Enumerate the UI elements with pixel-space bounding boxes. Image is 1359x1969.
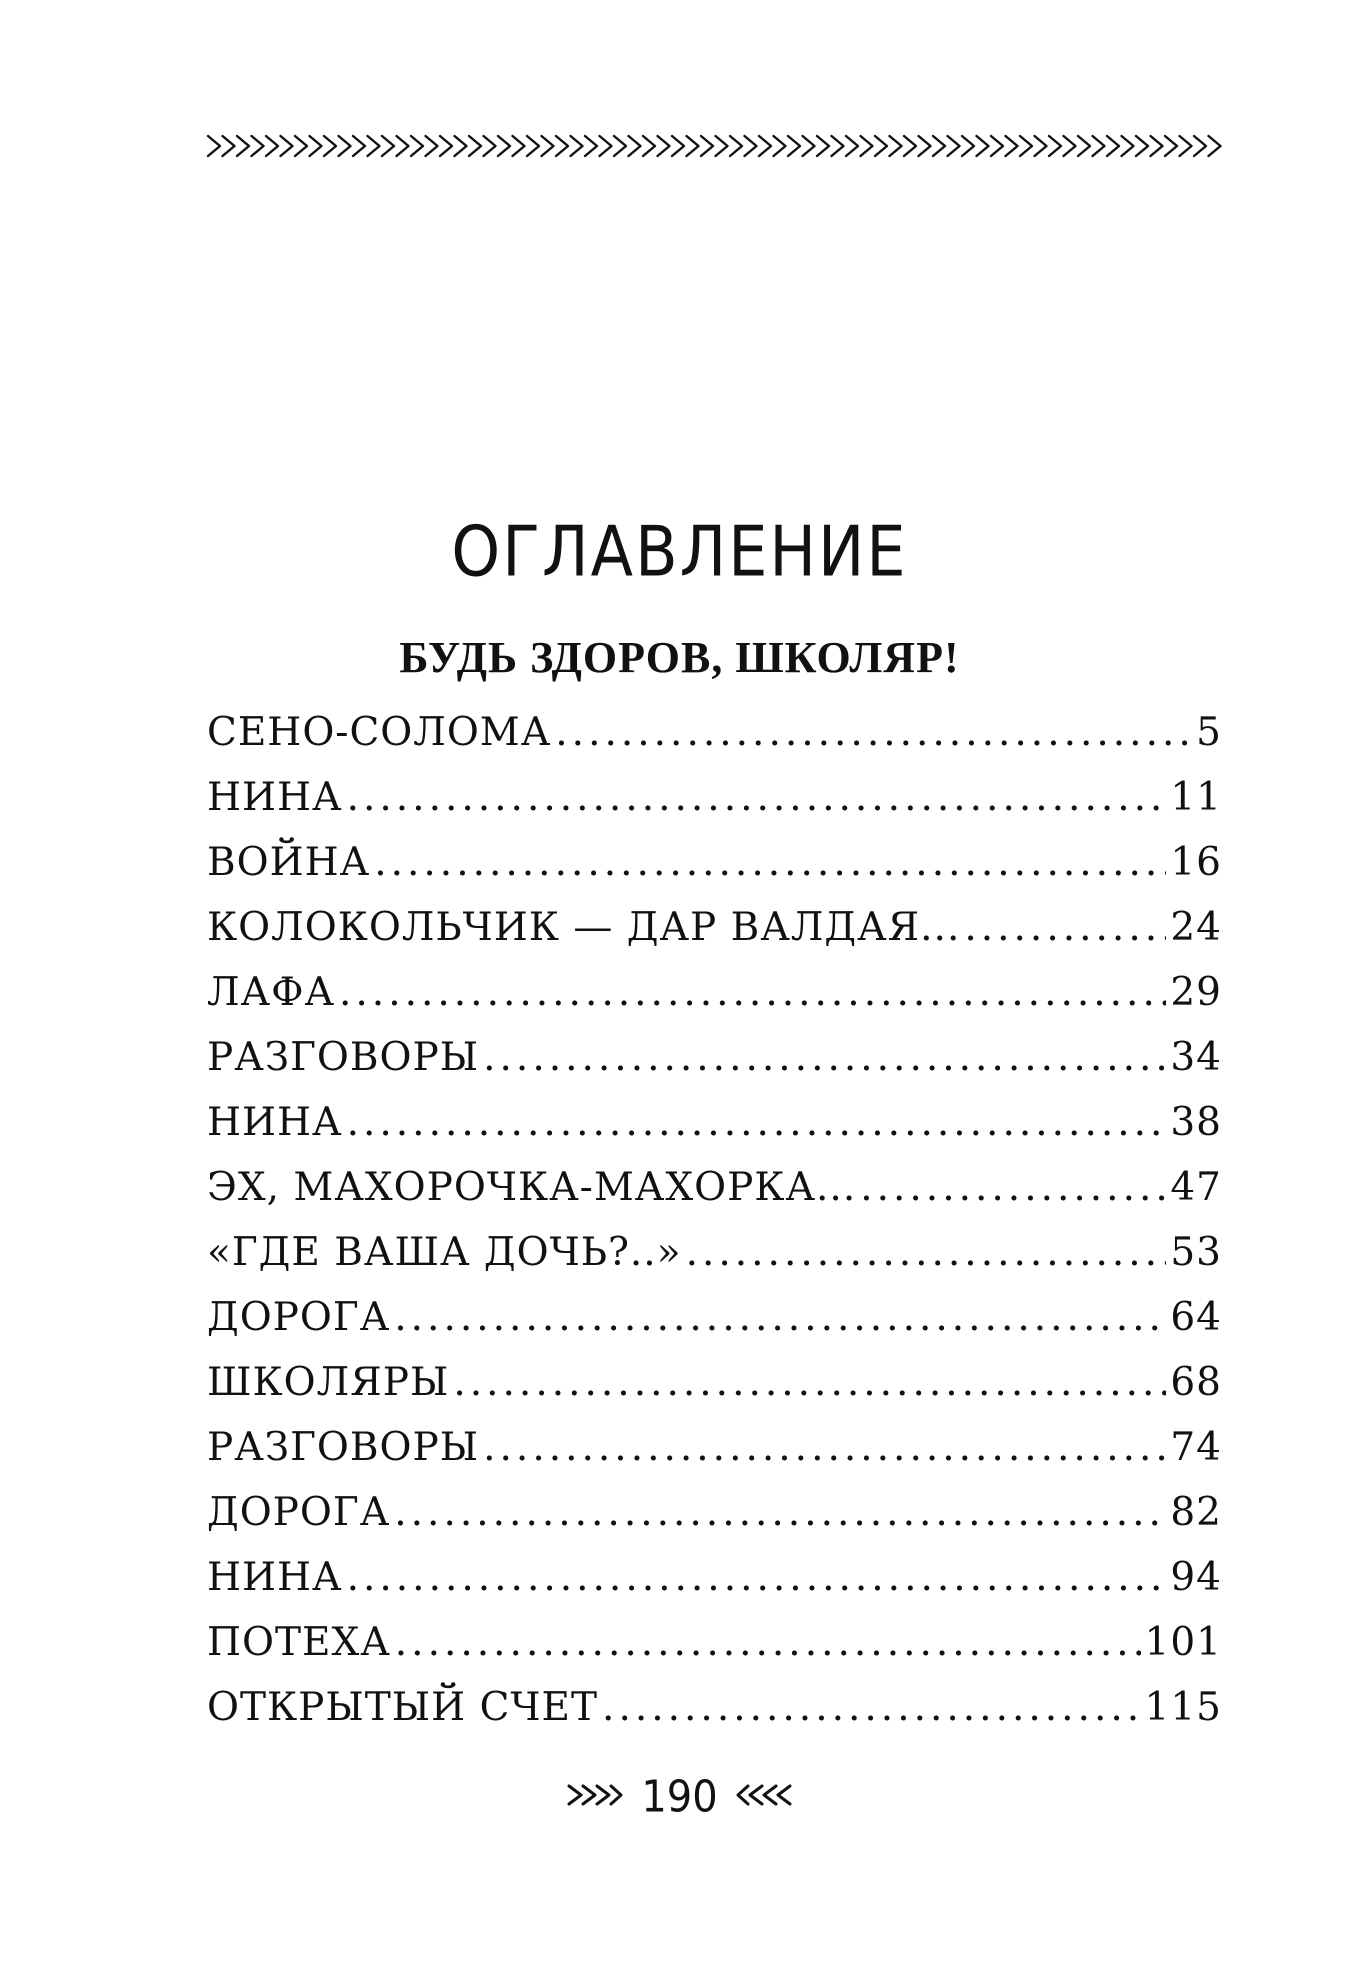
toc-entry-page: 53 xyxy=(1170,1230,1222,1275)
toc-entry[interactable] xyxy=(207,765,1222,830)
toc-entry-title: ЛАФА xyxy=(207,970,335,1015)
toc-entry-title: НИНА xyxy=(207,775,343,820)
toc-entry[interactable] xyxy=(207,1220,1222,1285)
toc-entry[interactable] xyxy=(207,1285,1222,1350)
chevron-border-icon xyxy=(206,128,1222,164)
toc-entry-title: ДОРОГА xyxy=(207,1490,391,1535)
toc-entry-title: ОТКРЫТЫЙ СЧЕТ xyxy=(207,1685,599,1730)
toc-entry-title: СЕНО-СОЛОМА xyxy=(207,710,552,755)
toc-entry-page: 24 xyxy=(1170,905,1222,950)
section-heading: БУДЬ ЗДОРОВ, ШКОЛЯР! xyxy=(399,633,960,682)
toc-entry[interactable] xyxy=(207,1090,1222,1155)
toc-entry-title: ВОЙНА xyxy=(207,840,371,885)
toc-entry-page: 5 xyxy=(1196,710,1222,755)
toc-entry[interactable] xyxy=(207,1350,1222,1415)
dot-leader xyxy=(860,1155,1166,1220)
toc-entry[interactable] xyxy=(207,1415,1222,1480)
toc-entry-title: ШКОЛЯРЫ xyxy=(207,1360,450,1405)
dot-leader xyxy=(483,1415,1166,1480)
toc-entry-title: ДОРОГА xyxy=(207,1295,391,1340)
toc-entry[interactable] xyxy=(207,895,1222,960)
dot-leader xyxy=(347,1545,1167,1610)
page-title: ОГЛАВЛЕНИЕ xyxy=(451,510,908,593)
dot-leader xyxy=(602,1675,1141,1740)
toc-entry[interactable] xyxy=(207,1545,1222,1610)
toc-entry[interactable] xyxy=(207,1610,1222,1675)
toc-entry-page: 64 xyxy=(1170,1295,1222,1340)
toc-entry[interactable] xyxy=(207,830,1222,895)
dot-leader xyxy=(394,1285,1166,1350)
toc-entry-page: 11 xyxy=(1170,775,1222,820)
toc-entry-page: 16 xyxy=(1170,840,1222,885)
toc-entry[interactable] xyxy=(207,1155,1222,1220)
page-number: 190 xyxy=(641,1771,718,1823)
toc-entry[interactable] xyxy=(207,1480,1222,1545)
toc-entry-page: 38 xyxy=(1170,1100,1222,1145)
toc-entry-title: ПОТЕХА xyxy=(207,1620,391,1665)
toc-entry-title: НИНА xyxy=(207,1555,343,1600)
toc-entry-page: 47 xyxy=(1170,1165,1222,1210)
toc-entry-page: 82 xyxy=(1170,1490,1222,1535)
toc-entry[interactable] xyxy=(207,1675,1222,1740)
toc-entry[interactable] xyxy=(207,960,1222,1025)
toc-entry-title: ЭХ, МАХОРОЧКА-МАХОРКА... xyxy=(207,1165,857,1210)
dot-leader xyxy=(686,1220,1167,1285)
toc-entry-page: 94 xyxy=(1170,1555,1222,1600)
dot-leader xyxy=(347,1090,1167,1155)
dot-leader xyxy=(555,700,1192,765)
dot-leader xyxy=(483,1025,1166,1090)
toc-entry-page: 101 xyxy=(1144,1620,1222,1665)
dot-leader xyxy=(964,895,1166,960)
dot-leader xyxy=(347,765,1167,830)
chevrons-left-icon xyxy=(736,1780,794,1814)
dot-leader xyxy=(394,1480,1166,1545)
chevrons-right-icon xyxy=(565,1780,623,1814)
toc-entry-page: 29 xyxy=(1170,970,1222,1015)
toc-entry-page: 68 xyxy=(1170,1360,1222,1405)
dot-leader xyxy=(453,1350,1166,1415)
toc-entry-page: 34 xyxy=(1170,1035,1222,1080)
dot-leader xyxy=(374,830,1166,895)
toc-entry-title: КОЛОКОЛЬЧИК — ДАР ВАЛДАЯ... xyxy=(207,905,961,950)
toc-entry-title: РАЗГОВОРЫ xyxy=(207,1425,480,1470)
dot-leader xyxy=(395,1610,1141,1675)
toc-entry[interactable] xyxy=(207,1025,1222,1090)
toc-entry-page: 115 xyxy=(1144,1685,1222,1730)
toc-list xyxy=(207,700,1222,1740)
dot-leader xyxy=(339,960,1166,1025)
page-footer xyxy=(0,1772,1359,1822)
toc-entry-title: «ГДЕ ВАША ДОЧЬ?..» xyxy=(207,1230,682,1275)
toc-entry-title: РАЗГОВОРЫ xyxy=(207,1035,480,1080)
toc-entry-title: НИНА xyxy=(207,1100,343,1145)
toc-entry[interactable] xyxy=(207,700,1222,765)
toc-entry-page: 74 xyxy=(1170,1425,1222,1470)
